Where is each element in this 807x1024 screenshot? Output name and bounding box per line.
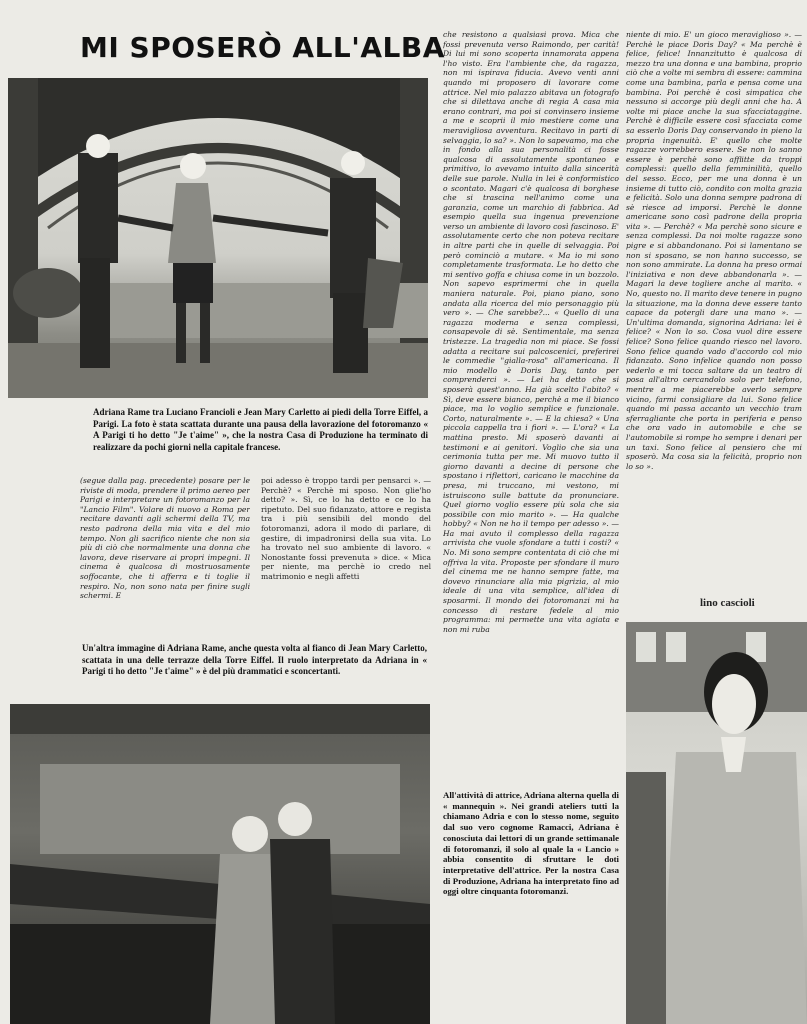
portrait-illustration <box>626 622 807 1024</box>
terrace-illustration <box>10 704 430 1024</box>
article-column-3 <box>443 30 619 730</box>
terrace-photo <box>10 704 430 1024</box>
eiffel-tower-photo <box>8 78 428 398</box>
article-column-1 <box>80 476 250 622</box>
article-column-2-text: poi adesso è troppo tardi per pensarci ». — Perchè? « Perchè mi sposo. Non glie'ho detto? ». Sì, ce lo ha detto e ce lo ha ripetuto. Del suo fidanzato, attore e regista tra i più sensibili del mondo del fotoromanzi, adora il modo di parlare, di gestire, di impadronirsi della sua vita. Lo ha trovato nel suo ambiente di lavoro. « Nonostante fossi prevenuta » dice. « Mica per niente, ma perchè io credo nel matrimonio e negli affetti <box>261 476 431 581</box>
mid-photo-caption: Un'altra immagine di Adriana Rame, anche questa volta al fianco di Jean Mary Carletto, scattata in una delle terrazze della Torre Eiffel. Il ruolo interpretato da Adriana in « Parigi ti ho detto "Je t'aime" » è del più drammatici e sconcertanti. <box>82 643 427 677</box>
article-column-3-text: che resistono a qualsiasi prova. Mica che fossi prevenuta verso Raimondo, per carità! Di lui mi sono scoperta innamorata appena l'ho visto. Era l'ambiente che, da ragazza, non mi ispirava fiducia. Avevo venti anni quando mi proposero di lavorare come attrice. Nel mio palazzo abitava un fotografo che si dilettava anche di regia A casa mia erano contrari, ma poi si convinsero insieme a me e scoprii il mio mestiere come una meravigliosa avventura. Recitavo in parti di selvaggia, lo sa? ». Non lo sapevamo, ma che in fondo alla sua personalità ci fosse qualcosa di assolutamente spontaneo e primitivo, lo avevamo intuito dalla sincerità delle sue parole. Nulla in lei è conformistico o scontato. Magari c'è qualcosa di borghese che si trascina nell'animo come una garanzia, come un marchio di fabbrica. Ad esempio quella sua ingenua prevenzione verso un ambiente di lavoro così fascinoso. E' assolutamente certo che non poteva recitare in altre parti che in quelle di selvaggia. Poi però cominciò a mutare. « Ma io mi sono completamente trasformata. Le ho detto che mi sentivo goffa e chiusa come in un bozzolo. Non sapevo esprimermi che in quella maniera naturale. Poi, piano piano, sono andata alla ricerca del mio personaggio più vero ». — Che sarebbe?... « Quello di una ragazza moderna e senza complessi, consapevole di sè. Sentimentale, ma senza tristezze. La tragedia non mi piace. Se fossi adatta a recitare sui palcoscenici, preferirei le commedie "gialla-rosa" all'americana. Il mio modello è Doris Day, tanto per comprenderci ». — Lei ha detto che si sposerà quest'anno. Ha già scelto l'abito? « Sì, deve essere bianco, perchè a me il bianco piace, ma lo voglio semplice e funzionale. Corto, naturalmente ». — E la chiesa? « Una piccola cappella tra i fiori ». — L'ora? « La mattina presto. Mi sposerò davanti ai testimoni e ai genitori. Voglio che sia una cerimonia tutta per me. Mi muovo tutto il giorno davanti a decine di persone che spostano i riflettori, caricano le macchine da presa, mi truccano, mi vestono, mi istruiscono sulle battute da pronunciare. Quel giorno voglio essere più sola che sia possibile con mio marito ». — Ha qualche hobby? « Non ne ho il tempo per adesso ». — Ha mai avuto il complesso della ragazza arrivista che vuole sfondare a tutti i costi? « No. Mi sono sempre contentata di ciò che mi offriva la vita. Proposte per sfondare il muro del cinema me ne hanno sempre fatte, ma dovevo rinunciare alla mia pigrizia, al mio ideale di una vita semplice, all'idea di sposarmi. Il mondo dei fotoromanzi mi ha concesso di restare fedele al mio programma: mi permette una vita agiata e non mi ruba <box>443 30 619 634</box>
page-headline: MI SPOSERÒ ALL'ALBA <box>80 31 445 64</box>
mannequin-caption: All'attività di attrice, Adriana alterna quella di « mannequin ». Nei grandi ateliers tutti la chiamano Adria e con lo stesso nome, seguito dal suo vero cognome Ramacci, Adriana è conosciuta dai lettori di un grande settimanale di fotoromanzi, il solo al quale la « Lancio » abbia consentito di sfruttare le doti interpretative dell'attrice. Per la nostra Casa di Produzione, Adriana ha interpretato fino ad oggi oltre cinquanta fotoromanzi. <box>443 790 619 897</box>
article-column-1-text: (segue dalla pag. precedente) posare per le riviste di moda, prendere il primo aereo per Parigi e interpretare un fotoromanzo per la "Lancio Film". Volare di nuovo a Roma per recitare davanti agli schermi della TV, ma resto padrona della mia vita e del mio tempo. Non gli sacrifico niente che non sia più di ciò che normalmente una donna che lavora, deve riservare ai propri impegni. Il cinema è qualcosa di mostruosamente soffocante, che ti afferra e ti toglie il respiro. No, non sono nata per finire sugli schermi. E <box>80 476 250 601</box>
portrait-photo <box>626 622 807 1024</box>
eiffel-tower-illustration <box>8 78 428 398</box>
article-column-4-text: niente di mio. E' un gioco meraviglioso ». — Perchè le piace Doris Day? « Ma perchè è felice, felice! Innanzitutto è qualcosa di mezzo tra una donna e una bambina, proprio ciò che a volte mi sembra di essere: cammina come una bambina, parla e pensa come una bambina. Poi perchè è così simpatica che nessuno si accorge più degli anni che ha. A volte mi piace anche la sua sfacciataggine. Perchè è difficile essere così sfacciata come sa esserlo Doris Day conservando in pieno la propria ingenuità. E' quello che molte ragazze vorrebbero essere. Se non lo sanno essere è perchè sono afflitte da troppi complessi: quello della femminilità, quello del sesso. Ecco, per me una donna è un insieme di tutto ciò, condito con molta grazia e felicità. Solo una donna sempre padrona di sè riesce ad imporsi. Perchè le donne americane sono così padrone della propria vita ». — Perchè? « Ma perchè sono sicure e senza complessi. Da noi molte ragazze sono pigre e si abbandonano. Poi si lamentano se non si sposano, se non hanno successo, se non sono ammirate. La donna ha preso ormai l'iniziativa e non deve abbandonarla ». — Magari la deve togliere anche al marito. « No, questo no. Il marito deve tenere in pugno la situazione, ma la donna deve essere tanto capace da potergli dare una mano ». — Un'ultima domanda, signorina Adriana: lei è felice? « Non lo so. Cosa vuol dire essere felice? Sono felice quando riesco nel lavoro. Sono felice quando vado d'accordo col mio fidanzato. Sono infelice quando non posso vederlo e mi tocca saltare da un teatro di posa all'altro cercandolo solo per telefono, mentre a me piacerebbe averlo sempre vicino, farmi consigliare da lui. Sono felice quando mi passa accanto un vecchio tram sferragliante che porta in periferia e penso che ora vado in automobile e che se l'automobile si rompe ho sempre i denari per un taxi. Sono felice al pensiero che mi sposerò. Ma cosa sia la felicità, proprio non lo so ». <box>626 30 802 471</box>
top-photo-caption: Adriana Rame tra Luciano Francioli e Jean Mary Carletto ai piedi della Torre Eiffel, a Parigi. La foto è stata scattata durante una pausa della lavorazione del fotoromanzo « A Parigi ti ho detto "Je t'aime" », che la nostra Casa di Produzione ha terminato di realizzare da pochi giorni nella capitale francese. <box>93 407 428 452</box>
author-signature: lino cascioli <box>700 597 755 609</box>
article-column-4 <box>626 30 802 590</box>
article-column-2 <box>261 476 431 622</box>
